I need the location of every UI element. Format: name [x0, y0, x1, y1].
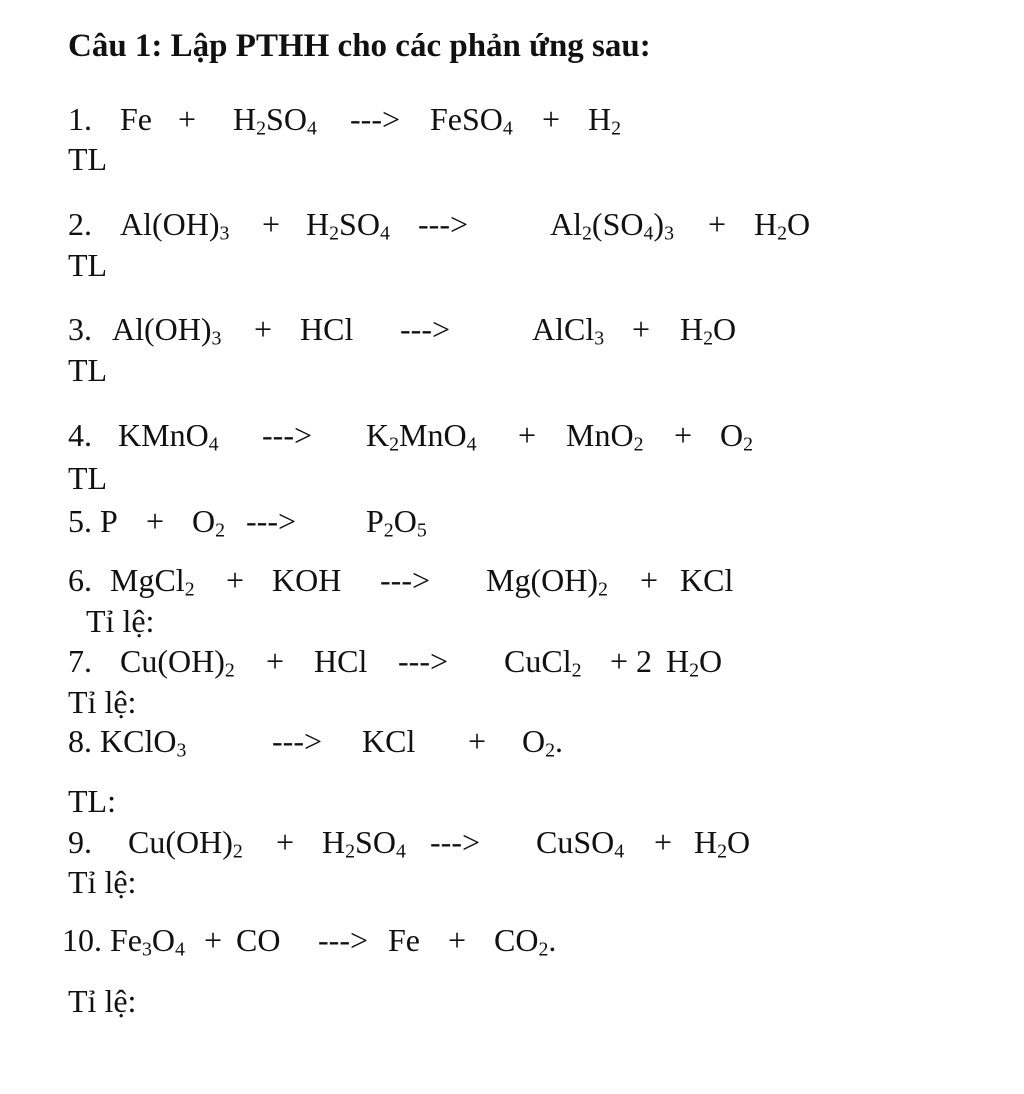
product: KCl [680, 562, 734, 598]
reaction-label: TL: [68, 783, 116, 819]
product: $Mg(OH)_2$ [486, 562, 608, 601]
reaction-number: 3. [68, 311, 92, 347]
reactant: HCl [314, 643, 368, 679]
reactant: $H_2SO_4$ [233, 101, 317, 140]
plus-sign: + [448, 922, 467, 958]
coefficient: + 2 [610, 643, 653, 679]
reactant: $H_2SO_4$ [322, 824, 406, 863]
product: $CO_2$. [494, 922, 557, 961]
product: $P_2O_5$ [366, 503, 427, 542]
reaction-number: 2. [68, 206, 92, 242]
reaction-label: Tỉ lệ: [68, 983, 137, 1019]
plus-sign: + [632, 311, 651, 347]
plus-sign: + [542, 101, 561, 137]
product: $H_2O$ [680, 311, 737, 350]
plus-sign: + [708, 206, 727, 242]
plus-sign: + [654, 824, 673, 860]
reaction-number: 1. [68, 101, 92, 137]
reactant: HCl [300, 311, 354, 347]
page-title: Câu 1: Lập PTHH cho các phản ứng sau: [68, 28, 651, 64]
reaction-arrow: ---> [380, 562, 431, 598]
reactant: KOH [272, 562, 342, 598]
product: $H_2O$ [666, 643, 723, 682]
reactant: $Fe_3O_4$ [110, 922, 185, 961]
product: AlCl$_3$ [532, 311, 605, 350]
product: $H_2$ [588, 101, 622, 140]
reaction-number: 4. [68, 417, 92, 453]
plus-sign: + [468, 723, 487, 759]
reaction-arrow: ---> [350, 101, 401, 137]
reaction-number: 8. [68, 723, 92, 759]
reaction-arrow: ---> [318, 922, 369, 958]
reactant: KMnO$_4$ [118, 417, 219, 456]
reactant: $Al(OH)_3$ [120, 206, 230, 245]
product: $H_2O$ [754, 206, 811, 245]
reactant: KClO$_3$ [100, 723, 187, 762]
reaction-label: Tỉ lệ: [86, 603, 155, 639]
reaction-number: 5. [68, 503, 92, 539]
reaction-label: TL [68, 247, 108, 283]
reactant: $O_2$ [192, 503, 226, 542]
reaction-number: 10. [62, 922, 102, 958]
product: FeSO$_4$ [430, 101, 513, 140]
product: $K_2MnO_4$ [366, 417, 477, 456]
plus-sign: + [674, 417, 693, 453]
product: $O_2$. [522, 723, 564, 762]
reaction-label: Tỉ lệ: [68, 684, 137, 720]
plus-sign: + [262, 206, 281, 242]
plus-sign: + [640, 562, 659, 598]
plus-sign: + [266, 643, 285, 679]
reactant: $H_2SO_4$ [306, 206, 390, 245]
reactant: Fe [120, 101, 152, 137]
product: KCl [362, 723, 416, 759]
reaction-label: Tỉ lệ: [68, 864, 137, 900]
plus-sign: + [276, 824, 295, 860]
reaction-arrow: ---> [398, 643, 449, 679]
reaction-arrow: ---> [418, 206, 469, 242]
plus-sign: + [178, 101, 197, 137]
reaction-label: TL [68, 141, 108, 177]
reaction-number: 6. [68, 562, 92, 598]
product: $O_2$ [720, 417, 754, 456]
product: CuSO$_4$ [536, 824, 625, 863]
reactant: P [100, 503, 118, 539]
reactant: CO [236, 922, 281, 958]
product: CuCl$_2$ [504, 643, 582, 682]
plus-sign: + [146, 503, 165, 539]
product: $Al_2(SO_4)_3$ [550, 206, 674, 245]
plus-sign: + [226, 562, 245, 598]
reactant: MgCl$_2$ [110, 562, 195, 601]
reaction-arrow: ---> [272, 723, 323, 759]
reaction-label: TL [68, 460, 108, 496]
reactant: $Cu(OH)_2$ [128, 824, 243, 863]
reaction-arrow: ---> [262, 417, 313, 453]
reaction-arrow: ---> [400, 311, 451, 347]
reactant: $Al(OH)_3$ [112, 311, 222, 350]
product: Fe [388, 922, 420, 958]
reaction-number: 9. [68, 824, 92, 860]
product: $H_2O$ [694, 824, 751, 863]
plus-sign: + [254, 311, 273, 347]
reaction-number: 7. [68, 643, 92, 679]
reaction-label: TL [68, 352, 108, 388]
reaction-arrow: ---> [430, 824, 481, 860]
plus-sign: + [204, 922, 223, 958]
plus-sign: + [518, 417, 537, 453]
reaction-arrow: ---> [246, 503, 297, 539]
product: MnO$_2$ [566, 417, 644, 456]
reactant: $Cu(OH)_2$ [120, 643, 235, 682]
